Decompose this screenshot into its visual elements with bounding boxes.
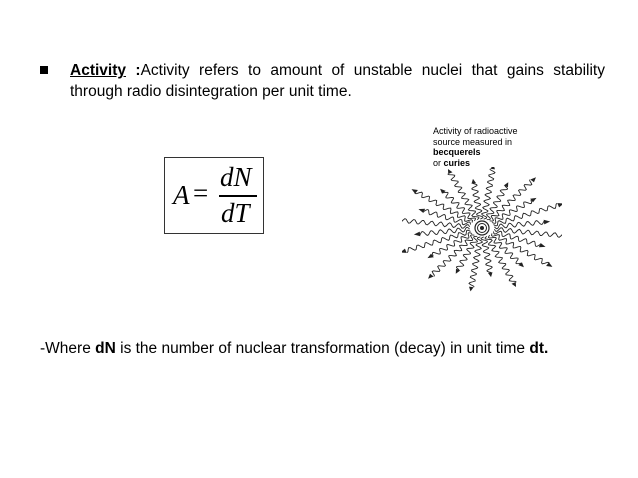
- arrowhead-icon: [490, 167, 495, 169]
- figure-caption: [433, 126, 583, 168]
- radiation-ray: [432, 235, 474, 277]
- definition-bullet: [40, 60, 605, 102]
- arrowhead-icon: [488, 272, 493, 277]
- caption-unit-becquerels: becquerels: [433, 147, 481, 157]
- formula-denominator: dT: [221, 198, 250, 228]
- arrowhead-icon: [557, 203, 562, 207]
- arrowhead-icon: [448, 169, 453, 174]
- arrowhead-icon: [539, 243, 546, 247]
- caption-line-2: source measured in: [433, 136, 513, 147]
- formula-equals: =: [193, 178, 209, 208]
- square-bullet-icon: [40, 66, 48, 74]
- explanation-dN: dN: [95, 340, 116, 357]
- arrowhead-icon: [418, 209, 425, 213]
- fraction-bar: [219, 195, 257, 197]
- term-colon: :: [135, 62, 141, 79]
- formula-numerator: dN: [220, 162, 252, 192]
- arrowhead-icon: [414, 232, 420, 237]
- radioactive-source-illustration: [402, 167, 562, 293]
- caption-line-1: Activity of radioactive: [433, 126, 518, 136]
- arrowhead-icon: [544, 220, 550, 225]
- arrowhead-icon: [440, 189, 446, 194]
- arrowhead-icon: [518, 262, 524, 267]
- radiation-ray: [489, 235, 521, 264]
- radiation-ray: [456, 236, 477, 270]
- arrowhead-icon: [402, 249, 407, 253]
- radiation-ray: [494, 231, 541, 246]
- arrowhead-icon: [428, 274, 434, 279]
- activity-formula: [164, 157, 264, 234]
- arrowhead-icon: [530, 177, 536, 182]
- radiation-ray: [424, 210, 471, 225]
- radiation-ray: [492, 200, 532, 223]
- radiation-ray: [490, 180, 532, 222]
- definition-text: [70, 60, 605, 102]
- source-core-inner: [480, 226, 484, 230]
- arrowhead-icon: [472, 179, 477, 184]
- explanation-prefix: -Where: [40, 340, 91, 357]
- formula-lhs: A: [173, 180, 190, 210]
- explanation-dt: dt.: [529, 340, 549, 357]
- term-activity: Activity: [70, 62, 126, 79]
- definition-body: Activity refers to amount of unstable nuclei that gains stability through radio disintegration per unit time.: [70, 62, 605, 100]
- caption-or: or: [433, 157, 442, 168]
- arrowhead-icon: [469, 287, 474, 292]
- explanation-body: is the number of nuclear transformation (decay) in unit time: [120, 340, 526, 357]
- arrowhead-icon: [512, 282, 517, 287]
- radiation-ray: [487, 186, 508, 220]
- radiation-ray: [432, 233, 472, 256]
- explanation-text: [40, 338, 605, 359]
- radiation-ray: [443, 192, 475, 221]
- caption-unit-curies: curies: [443, 157, 471, 168]
